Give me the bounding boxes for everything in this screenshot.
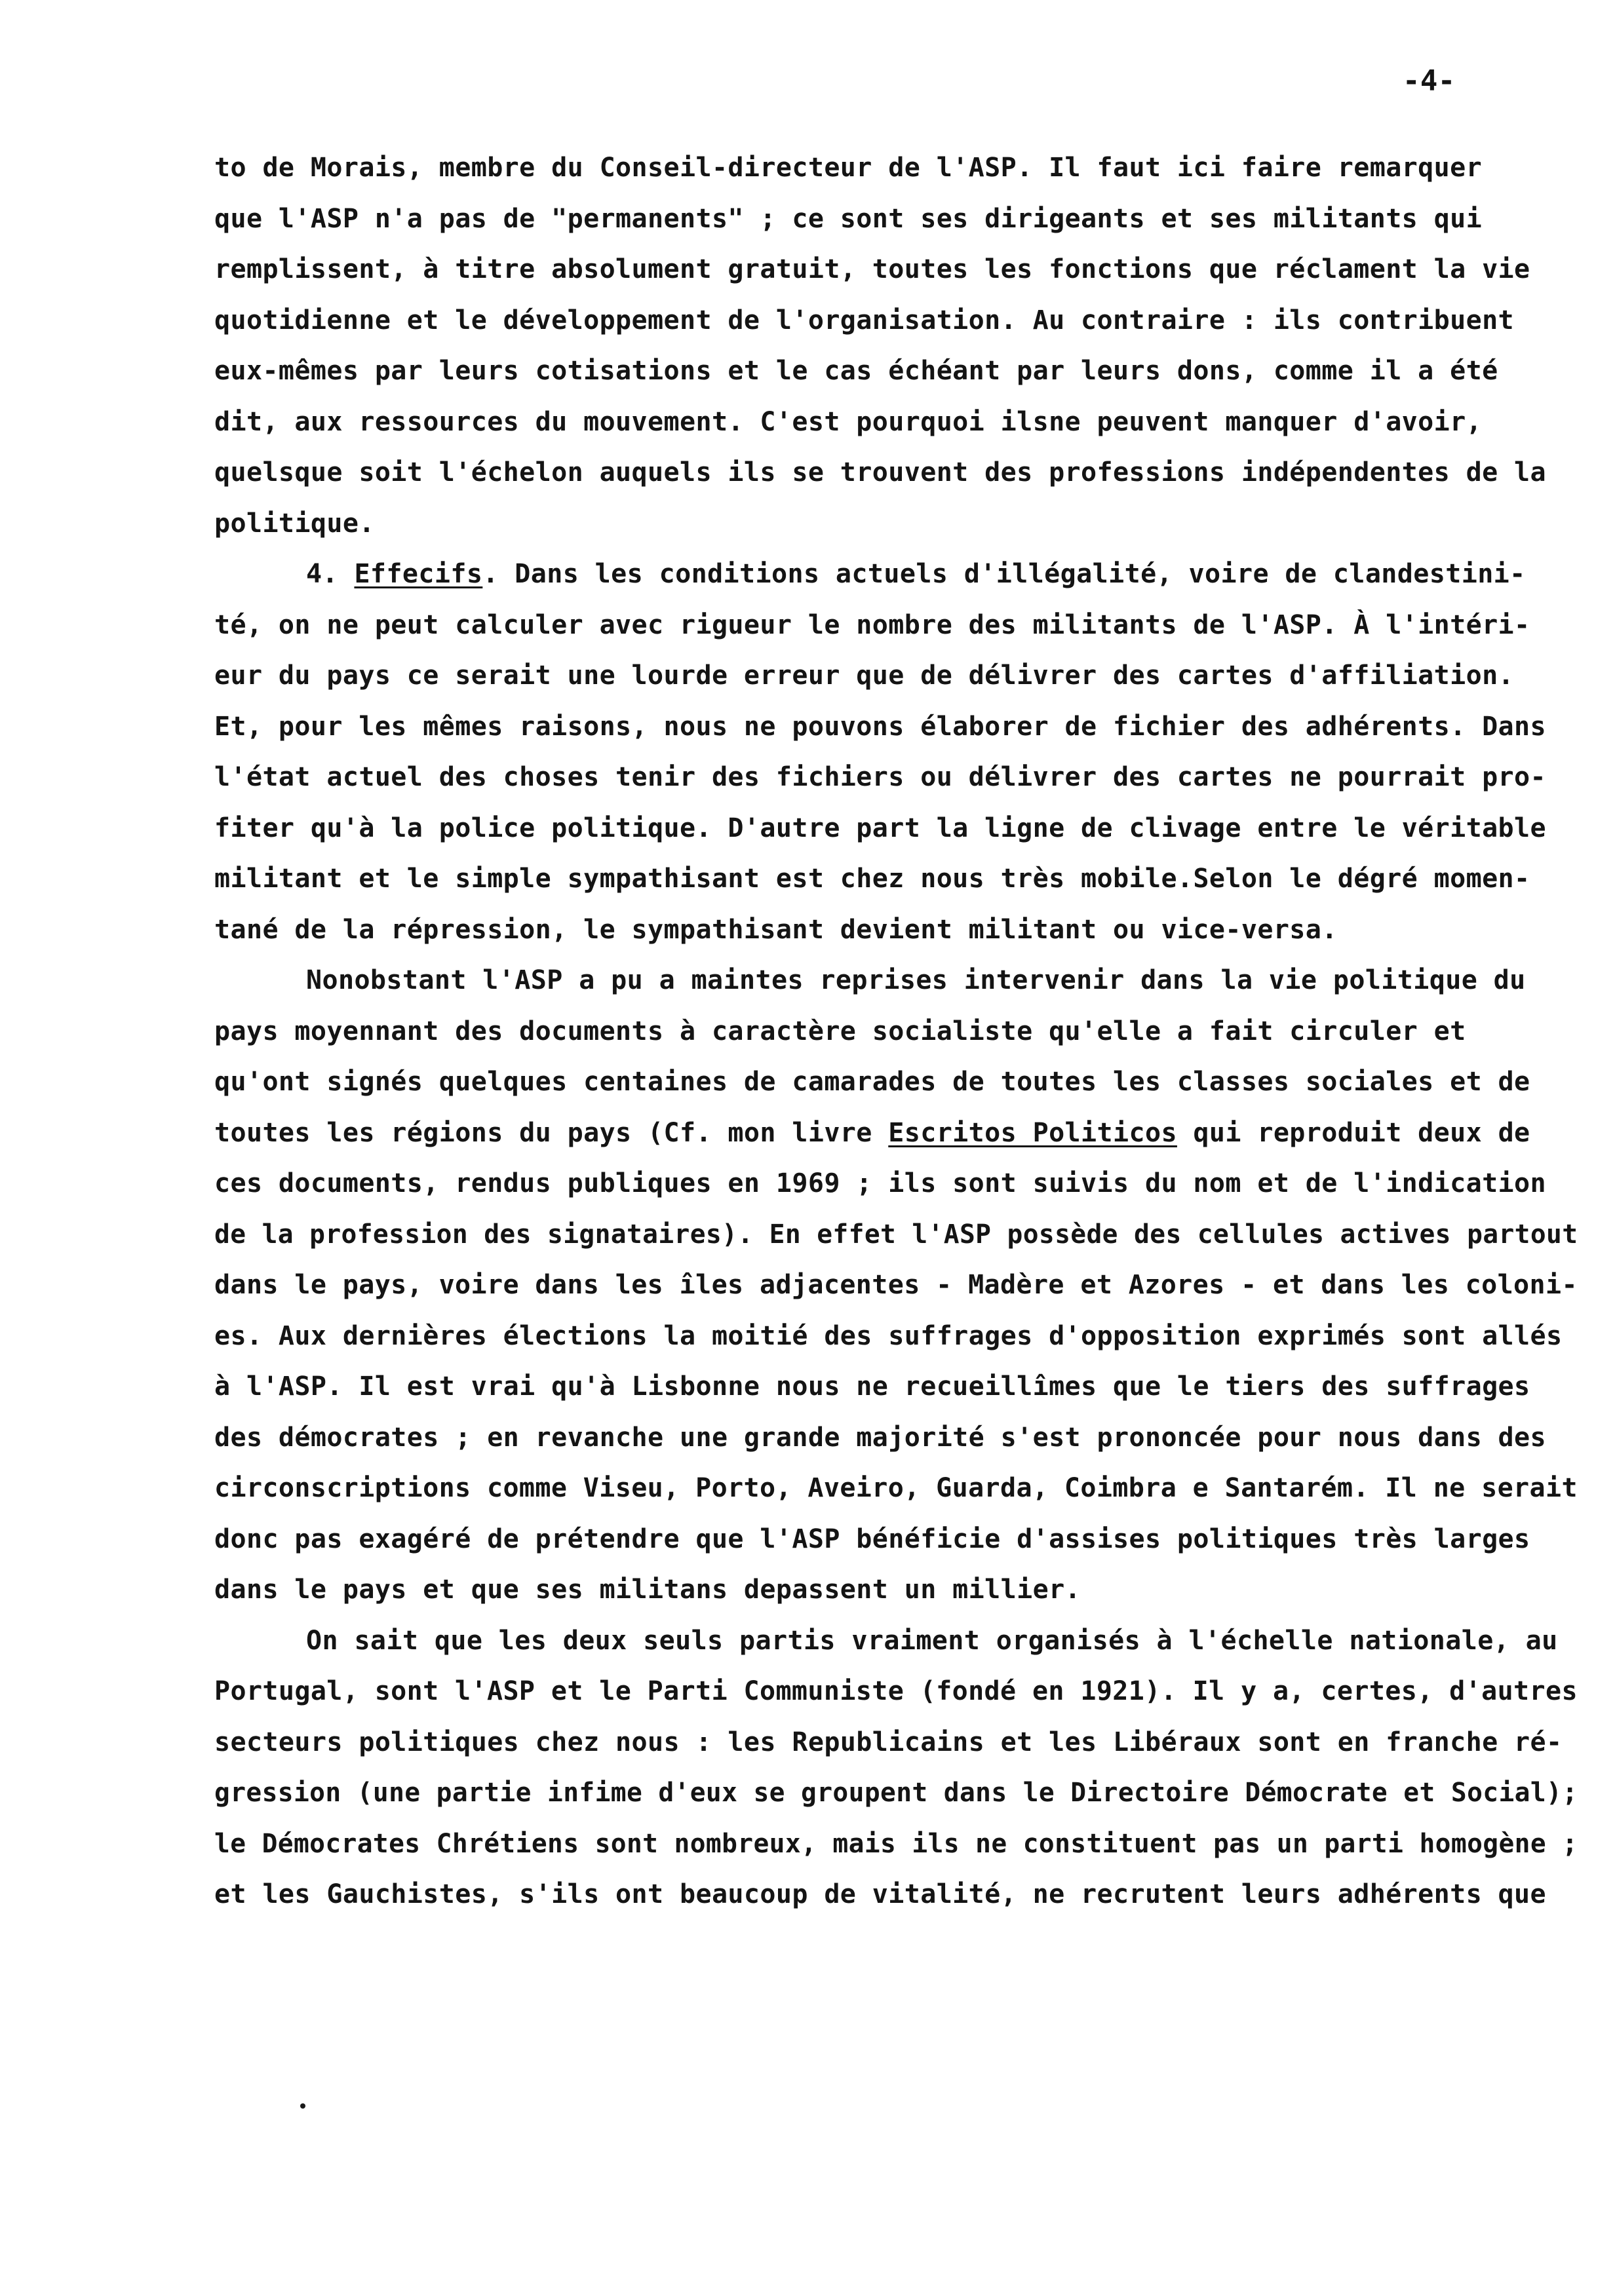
text-line: donc pas exagéré de prétendre que l'ASP bénéficie d'assises politiques très larges — [214, 1523, 1530, 1554]
text-line: té, on ne peut calculer avec rigueur le nombre des militants de l'ASP. À l'intéri- — [214, 609, 1530, 640]
underlined-text: Effecifs — [354, 559, 483, 589]
text-line: de la profession des signataires). En effet l'ASP possède des cellules actives partout — [214, 1219, 1578, 1250]
stray-mark — [300, 2103, 305, 2109]
text-line: dit, aux ressources du mouvement. C'est pourquoi ilsne peuvent manquer d'avoir, — [214, 406, 1483, 437]
text-segment: . Dans les conditions actuels d'illégalité, voire de clandestini- — [482, 559, 1526, 589]
text-line: ces documents, rendus publiques en 1969 ; ils sont suivis du nom et de l'indication — [214, 1168, 1547, 1198]
text-segment: 4. — [306, 559, 355, 589]
text-line: quotidienne et le développement de l'organisation. Au contraire : ils contribuent — [214, 305, 1515, 335]
text-line: On sait que les deux seuls partis vraiment organisés à l'échelle nationale, au — [306, 1625, 1558, 1656]
text-line: circonscriptions comme Viseu, Porto, Aveiro, Guarda, Coimbra e Santarém. Il ne serait — [214, 1473, 1578, 1503]
body-text — [214, 143, 1578, 1921]
page-number: -4- — [1403, 64, 1456, 98]
text-line: quelsque soit l'échelon auquels ils se trouvent des professions indépendentes de la — [214, 457, 1547, 488]
text-line: qu'ont signés quelques centaines de camarades de toutes les classes sociales et de — [214, 1067, 1530, 1097]
text-line: et les Gauchistes, s'ils ont beaucoup de vitalité, ne recrutent leurs adhérents que — [214, 1879, 1547, 1909]
text-line: to de Morais, membre du Conseil-directeur de l'ASP. Il faut ici faire remarquer — [214, 153, 1483, 183]
text-line: eux-mêmes par leurs cotisations et le cas échéant par leurs dons, comme il a été — [214, 356, 1498, 386]
text-line: dans le pays, voire dans les îles adjacentes - Madère et Azores - et dans les coloni- — [214, 1270, 1578, 1300]
text-line: l'état actuel des choses tenir des fichiers ou délivrer des cartes ne pourrait pro- — [214, 762, 1547, 792]
text-line: tané de la répression, le sympathisant devient militant ou vice-versa. — [214, 914, 1338, 945]
text-line: que l'ASP n'a pas de "permanents" ; ce sont ses dirigeants et ses militants qui — [214, 203, 1483, 234]
text-line: es. Aux dernières élections la moitié des suffrages d'opposition exprimés sont allés — [214, 1320, 1563, 1351]
text-line: des démocrates ; en revanche une grande majorité s'est prononcée pour nous dans des — [214, 1422, 1547, 1453]
text-segment: qui reproduit deux de — [1177, 1117, 1530, 1148]
text-line — [214, 1108, 1551, 1159]
text-line: Et, pour les mêmes raisons, nous ne pouvons élaborer de fichier des adhérents. Dans — [214, 711, 1547, 742]
text-line: remplissent, à titre absolument gratuit, toutes les fonctions que réclament la vie — [214, 254, 1530, 284]
text-line: eur du pays ce serait une lourde erreur que de délivrer des cartes d'affiliation. — [214, 660, 1515, 691]
text-line: Portugal, sont l'ASP et le Parti Communiste (fondé en 1921). Il y a, certes, d'autres — [214, 1676, 1578, 1706]
text-line: secteurs politiques chez nous : les Republicains et les Libéraux sont en franche ré- — [214, 1727, 1563, 1757]
text-line: pays moyennant des documents à caractère socialiste qu'elle a fait circuler et — [214, 1016, 1466, 1046]
text-line: à l'ASP. Il est vrai qu'à Lisbonne nous ne recueillîmes que le tiers des suffrages — [214, 1371, 1530, 1402]
text-line: dans le pays et que ses militans depassent un millier. — [214, 1575, 1081, 1605]
text-line: fiter qu'à la police politique. D'autre part la ligne de clivage entre le véritable — [214, 813, 1547, 843]
text-line: gression (une partie infime d'eux se groupent dans le Directoire Démocrate et Social); — [214, 1778, 1578, 1808]
text-line — [214, 549, 1551, 600]
underlined-text: Escritos Politicos — [888, 1117, 1177, 1148]
text-line: militant et le simple sympathisant est chez nous très mobile.Selon le dégré momen- — [214, 864, 1530, 894]
text-line: politique. — [214, 508, 375, 539]
text-segment: toutes les régions du pays (Cf. mon livre — [214, 1117, 889, 1148]
text-line: Nonobstant l'ASP a pu a maintes reprises intervenir dans la vie politique du — [306, 965, 1526, 995]
text-line: le Démocrates Chrétiens sont nombreux, mais ils ne constituent pas un parti homogène ; — [214, 1828, 1578, 1859]
